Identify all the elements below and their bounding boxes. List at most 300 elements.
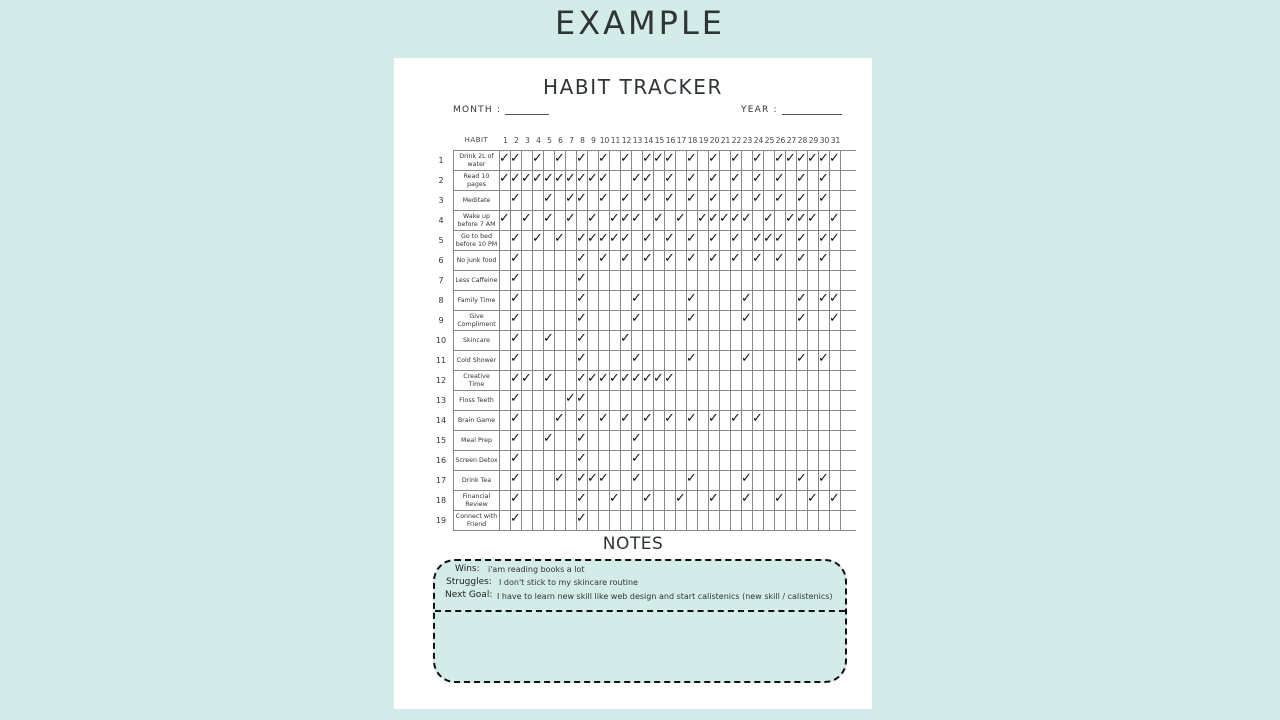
day-cell[interactable] — [830, 311, 841, 330]
day-cell[interactable] — [665, 311, 676, 330]
day-cell[interactable] — [544, 311, 555, 330]
day-cell[interactable] — [742, 431, 753, 450]
day-cell[interactable] — [621, 231, 632, 250]
day-cell[interactable] — [555, 351, 566, 370]
day-cell[interactable] — [819, 251, 830, 270]
day-cell[interactable] — [808, 511, 819, 530]
day-cell[interactable] — [643, 491, 654, 510]
day-cell[interactable] — [676, 511, 687, 530]
day-cell[interactable] — [786, 411, 797, 430]
day-cell[interactable] — [588, 491, 599, 510]
day-cell[interactable] — [709, 171, 720, 190]
day-cell[interactable] — [676, 331, 687, 350]
day-cell[interactable] — [709, 511, 720, 530]
day-cell[interactable] — [665, 351, 676, 370]
day-cell[interactable] — [654, 311, 665, 330]
day-cell[interactable] — [643, 331, 654, 350]
day-cell[interactable] — [775, 231, 786, 250]
day-cell[interactable] — [533, 311, 544, 330]
day-cell[interactable] — [511, 511, 522, 530]
day-cell[interactable] — [830, 331, 841, 350]
day-cell[interactable] — [511, 271, 522, 290]
day-cell[interactable] — [654, 391, 665, 410]
day-cell[interactable] — [533, 291, 544, 310]
day-cell[interactable] — [698, 431, 709, 450]
day-cell[interactable] — [588, 431, 599, 450]
day-cell[interactable] — [819, 411, 830, 430]
day-cell[interactable] — [610, 271, 621, 290]
day-cell[interactable] — [643, 251, 654, 270]
day-cell[interactable] — [522, 271, 533, 290]
day-cell[interactable] — [742, 471, 753, 490]
day-cell[interactable] — [819, 171, 830, 190]
day-cell[interactable] — [511, 471, 522, 490]
day-cell[interactable] — [742, 351, 753, 370]
day-cell[interactable] — [533, 351, 544, 370]
day-cell[interactable] — [654, 271, 665, 290]
day-cell[interactable] — [577, 271, 588, 290]
day-cell[interactable] — [544, 451, 555, 470]
day-cell[interactable] — [797, 291, 808, 310]
day-cell[interactable] — [599, 411, 610, 430]
day-cell[interactable] — [709, 311, 720, 330]
day-cell[interactable] — [577, 431, 588, 450]
day-cell[interactable] — [753, 391, 764, 410]
day-cell[interactable] — [610, 451, 621, 470]
day-cell[interactable] — [786, 271, 797, 290]
day-cell[interactable] — [599, 451, 610, 470]
day-cell[interactable] — [577, 311, 588, 330]
day-cell[interactable] — [797, 371, 808, 390]
day-cell[interactable] — [709, 191, 720, 210]
day-cell[interactable] — [786, 491, 797, 510]
day-cell[interactable] — [533, 251, 544, 270]
day-cell[interactable] — [676, 451, 687, 470]
day-cell[interactable] — [544, 251, 555, 270]
day-cell[interactable] — [676, 271, 687, 290]
day-cell[interactable] — [533, 231, 544, 250]
day-cell[interactable] — [753, 411, 764, 430]
day-cell[interactable] — [621, 191, 632, 210]
day-cell[interactable] — [544, 351, 555, 370]
day-cell[interactable] — [511, 331, 522, 350]
day-cell[interactable] — [709, 151, 720, 170]
day-cell[interactable] — [720, 471, 731, 490]
day-cell[interactable] — [665, 271, 676, 290]
day-cell[interactable] — [632, 431, 643, 450]
day-cell[interactable] — [808, 311, 819, 330]
day-cell[interactable] — [797, 331, 808, 350]
day-cell[interactable] — [643, 291, 654, 310]
day-cell[interactable] — [742, 291, 753, 310]
day-cell[interactable] — [588, 511, 599, 530]
day-cell[interactable] — [775, 351, 786, 370]
day-cell[interactable] — [632, 211, 643, 230]
day-cell[interactable] — [698, 371, 709, 390]
day-cell[interactable] — [764, 311, 775, 330]
day-cell[interactable] — [665, 431, 676, 450]
day-cell[interactable] — [720, 451, 731, 470]
day-cell[interactable] — [709, 491, 720, 510]
day-cell[interactable] — [786, 431, 797, 450]
day-cell[interactable] — [764, 511, 775, 530]
day-cell[interactable] — [555, 511, 566, 530]
day-cell[interactable] — [544, 511, 555, 530]
day-cell[interactable] — [731, 251, 742, 270]
day-cell[interactable] — [808, 491, 819, 510]
day-cell[interactable] — [698, 311, 709, 330]
day-cell[interactable] — [522, 491, 533, 510]
day-cell[interactable] — [786, 511, 797, 530]
day-cell[interactable] — [588, 331, 599, 350]
day-cell[interactable] — [764, 391, 775, 410]
day-cell[interactable] — [830, 491, 841, 510]
day-cell[interactable] — [797, 391, 808, 410]
day-cell[interactable] — [753, 331, 764, 350]
day-cell[interactable] — [709, 271, 720, 290]
day-cell[interactable] — [775, 271, 786, 290]
day-cell[interactable] — [577, 391, 588, 410]
day-cell[interactable] — [522, 511, 533, 530]
day-cell[interactable] — [720, 291, 731, 310]
day-cell[interactable] — [511, 191, 522, 210]
day-cell[interactable] — [511, 451, 522, 470]
day-cell[interactable] — [797, 511, 808, 530]
day-cell[interactable] — [643, 271, 654, 290]
day-cell[interactable] — [687, 411, 698, 430]
day-cell[interactable] — [764, 411, 775, 430]
day-cell[interactable] — [610, 491, 621, 510]
day-cell[interactable] — [632, 351, 643, 370]
day-cell[interactable] — [786, 451, 797, 470]
day-cell[interactable] — [753, 471, 764, 490]
day-cell[interactable] — [709, 331, 720, 350]
day-cell[interactable] — [654, 491, 665, 510]
day-cell[interactable] — [687, 431, 698, 450]
day-cell[interactable] — [720, 311, 731, 330]
day-cell[interactable] — [830, 411, 841, 430]
day-cell[interactable] — [522, 451, 533, 470]
day-cell[interactable] — [753, 351, 764, 370]
day-cell[interactable] — [676, 211, 687, 230]
day-cell[interactable] — [654, 431, 665, 450]
day-cell[interactable] — [665, 251, 676, 270]
day-cell[interactable] — [775, 391, 786, 410]
day-cell[interactable] — [731, 391, 742, 410]
day-cell[interactable] — [577, 151, 588, 170]
day-cell[interactable] — [599, 351, 610, 370]
day-cell[interactable] — [555, 151, 566, 170]
day-cell[interactable] — [753, 371, 764, 390]
day-cell[interactable] — [544, 371, 555, 390]
day-cell[interactable] — [522, 371, 533, 390]
day-cell[interactable] — [819, 471, 830, 490]
day-cell[interactable] — [621, 251, 632, 270]
day-cell[interactable] — [709, 291, 720, 310]
day-cell[interactable] — [555, 271, 566, 290]
year-input-line[interactable] — [782, 114, 842, 115]
day-cell[interactable] — [665, 511, 676, 530]
day-cell[interactable] — [709, 371, 720, 390]
day-cell[interactable] — [797, 471, 808, 490]
day-cell[interactable] — [599, 471, 610, 490]
day-cell[interactable] — [764, 351, 775, 370]
day-cell[interactable] — [698, 391, 709, 410]
wins-text[interactable]: i'am reading books a lot — [488, 565, 585, 574]
day-cell[interactable] — [797, 191, 808, 210]
day-cell[interactable] — [775, 431, 786, 450]
day-cell[interactable] — [654, 451, 665, 470]
day-cell[interactable] — [742, 371, 753, 390]
day-cell[interactable] — [665, 471, 676, 490]
day-cell[interactable] — [643, 311, 654, 330]
day-cell[interactable] — [775, 371, 786, 390]
day-cell[interactable] — [665, 371, 676, 390]
day-cell[interactable] — [698, 271, 709, 290]
day-cell[interactable] — [775, 411, 786, 430]
day-cell[interactable] — [764, 371, 775, 390]
day-cell[interactable] — [819, 451, 830, 470]
day-cell[interactable] — [577, 511, 588, 530]
day-cell[interactable] — [610, 351, 621, 370]
day-cell[interactable] — [566, 211, 577, 230]
day-cell[interactable] — [555, 291, 566, 310]
day-cell[interactable] — [511, 491, 522, 510]
day-cell[interactable] — [819, 391, 830, 410]
day-cell[interactable] — [500, 211, 511, 230]
day-cell[interactable] — [511, 151, 522, 170]
day-cell[interactable] — [709, 431, 720, 450]
day-cell[interactable] — [786, 391, 797, 410]
day-cell[interactable] — [599, 271, 610, 290]
day-cell[interactable] — [742, 391, 753, 410]
day-cell[interactable] — [731, 411, 742, 430]
day-cell[interactable] — [599, 331, 610, 350]
day-cell[interactable] — [522, 331, 533, 350]
day-cell[interactable] — [588, 311, 599, 330]
day-cell[interactable] — [599, 431, 610, 450]
day-cell[interactable] — [764, 271, 775, 290]
day-cell[interactable] — [698, 331, 709, 350]
day-cell[interactable] — [775, 511, 786, 530]
day-cell[interactable] — [731, 511, 742, 530]
day-cell[interactable] — [588, 451, 599, 470]
day-cell[interactable] — [753, 271, 764, 290]
day-cell[interactable] — [665, 151, 676, 170]
day-cell[interactable] — [808, 371, 819, 390]
day-cell[interactable] — [544, 431, 555, 450]
day-cell[interactable] — [654, 211, 665, 230]
day-cell[interactable] — [720, 351, 731, 370]
day-cell[interactable] — [830, 171, 841, 190]
day-cell[interactable] — [797, 231, 808, 250]
day-cell[interactable] — [731, 371, 742, 390]
day-cell[interactable] — [643, 411, 654, 430]
day-cell[interactable] — [555, 491, 566, 510]
day-cell[interactable] — [621, 411, 632, 430]
day-cell[interactable] — [797, 351, 808, 370]
day-cell[interactable] — [544, 191, 555, 210]
day-cell[interactable] — [610, 511, 621, 530]
day-cell[interactable] — [533, 271, 544, 290]
day-cell[interactable] — [522, 251, 533, 270]
day-cell[interactable] — [731, 191, 742, 210]
day-cell[interactable] — [643, 391, 654, 410]
day-cell[interactable] — [775, 191, 786, 210]
day-cell[interactable] — [511, 431, 522, 450]
day-cell[interactable] — [753, 191, 764, 210]
day-cell[interactable] — [764, 431, 775, 450]
day-cell[interactable] — [720, 431, 731, 450]
day-cell[interactable] — [632, 451, 643, 470]
day-cell[interactable] — [808, 411, 819, 430]
day-cell[interactable] — [665, 231, 676, 250]
day-cell[interactable] — [522, 431, 533, 450]
day-cell[interactable] — [522, 311, 533, 330]
day-cell[interactable] — [511, 291, 522, 310]
day-cell[interactable] — [753, 291, 764, 310]
day-cell[interactable] — [687, 231, 698, 250]
day-cell[interactable] — [753, 151, 764, 170]
day-cell[interactable] — [577, 331, 588, 350]
day-cell[interactable] — [555, 411, 566, 430]
day-cell[interactable] — [808, 271, 819, 290]
day-cell[interactable] — [797, 171, 808, 190]
day-cell[interactable] — [797, 431, 808, 450]
day-cell[interactable] — [753, 431, 764, 450]
day-cell[interactable] — [808, 211, 819, 230]
day-cell[interactable] — [632, 471, 643, 490]
day-cell[interactable] — [753, 451, 764, 470]
day-cell[interactable] — [764, 211, 775, 230]
day-cell[interactable] — [775, 491, 786, 510]
day-cell[interactable] — [522, 291, 533, 310]
day-cell[interactable] — [555, 331, 566, 350]
day-cell[interactable] — [522, 471, 533, 490]
day-cell[interactable] — [643, 511, 654, 530]
day-cell[interactable] — [830, 351, 841, 370]
day-cell[interactable] — [621, 491, 632, 510]
day-cell[interactable] — [753, 491, 764, 510]
day-cell[interactable] — [819, 371, 830, 390]
day-cell[interactable] — [544, 211, 555, 230]
day-cell[interactable] — [687, 171, 698, 190]
day-cell[interactable] — [511, 411, 522, 430]
day-cell[interactable] — [632, 291, 643, 310]
day-cell[interactable] — [797, 251, 808, 270]
day-cell[interactable] — [830, 431, 841, 450]
day-cell[interactable] — [775, 451, 786, 470]
day-cell[interactable] — [555, 471, 566, 490]
day-cell[interactable] — [577, 491, 588, 510]
day-cell[interactable] — [687, 331, 698, 350]
day-cell[interactable] — [720, 331, 731, 350]
day-cell[interactable] — [654, 291, 665, 310]
day-cell[interactable] — [775, 311, 786, 330]
day-cell[interactable] — [522, 351, 533, 370]
day-cell[interactable] — [599, 251, 610, 270]
day-cell[interactable] — [599, 291, 610, 310]
next-goal-text[interactable]: I have to learn new skill like web design and start calistenics (new skill / calistenics) — [497, 592, 833, 601]
day-cell[interactable] — [797, 411, 808, 430]
day-cell[interactable] — [709, 391, 720, 410]
day-cell[interactable] — [764, 451, 775, 470]
day-cell[interactable] — [830, 151, 841, 170]
day-cell[interactable] — [830, 251, 841, 270]
day-cell[interactable] — [665, 391, 676, 410]
day-cell[interactable] — [819, 271, 830, 290]
day-cell[interactable] — [654, 471, 665, 490]
day-cell[interactable] — [687, 371, 698, 390]
day-cell[interactable] — [610, 471, 621, 490]
day-cell[interactable] — [621, 271, 632, 290]
day-cell[interactable] — [830, 511, 841, 530]
day-cell[interactable] — [588, 271, 599, 290]
day-cell[interactable] — [830, 211, 841, 230]
day-cell[interactable] — [522, 411, 533, 430]
day-cell[interactable] — [709, 411, 720, 430]
day-cell[interactable] — [599, 511, 610, 530]
day-cell[interactable] — [786, 331, 797, 350]
day-cell[interactable] — [654, 331, 665, 350]
day-cell[interactable] — [533, 511, 544, 530]
day-cell[interactable] — [764, 471, 775, 490]
day-cell[interactable] — [753, 251, 764, 270]
day-cell[interactable] — [665, 451, 676, 470]
day-cell[interactable] — [830, 191, 841, 210]
day-cell[interactable] — [555, 251, 566, 270]
day-cell[interactable] — [720, 491, 731, 510]
day-cell[interactable] — [544, 491, 555, 510]
day-cell[interactable] — [720, 271, 731, 290]
day-cell[interactable] — [599, 191, 610, 210]
day-cell[interactable] — [643, 351, 654, 370]
day-cell[interactable] — [511, 311, 522, 330]
day-cell[interactable] — [830, 291, 841, 310]
day-cell[interactable] — [632, 391, 643, 410]
day-cell[interactable] — [698, 511, 709, 530]
day-cell[interactable] — [577, 291, 588, 310]
day-cell[interactable] — [731, 171, 742, 190]
day-cell[interactable] — [830, 271, 841, 290]
day-cell[interactable] — [698, 351, 709, 370]
day-cell[interactable] — [676, 431, 687, 450]
day-cell[interactable] — [533, 451, 544, 470]
day-cell[interactable] — [533, 491, 544, 510]
day-cell[interactable] — [610, 431, 621, 450]
day-cell[interactable] — [533, 391, 544, 410]
day-cell[interactable] — [687, 151, 698, 170]
day-cell[interactable] — [775, 251, 786, 270]
day-cell[interactable] — [687, 471, 698, 490]
day-cell[interactable] — [709, 451, 720, 470]
day-cell[interactable] — [731, 451, 742, 470]
day-cell[interactable] — [588, 291, 599, 310]
day-cell[interactable] — [709, 231, 720, 250]
day-cell[interactable] — [632, 511, 643, 530]
day-cell[interactable] — [753, 311, 764, 330]
day-cell[interactable] — [698, 451, 709, 470]
day-cell[interactable] — [511, 391, 522, 410]
day-cell[interactable] — [533, 411, 544, 430]
day-cell[interactable] — [808, 451, 819, 470]
day-cell[interactable] — [555, 231, 566, 250]
day-cell[interactable] — [764, 331, 775, 350]
day-cell[interactable] — [599, 311, 610, 330]
day-cell[interactable] — [742, 211, 753, 230]
day-cell[interactable] — [665, 171, 676, 190]
day-cell[interactable] — [709, 351, 720, 370]
